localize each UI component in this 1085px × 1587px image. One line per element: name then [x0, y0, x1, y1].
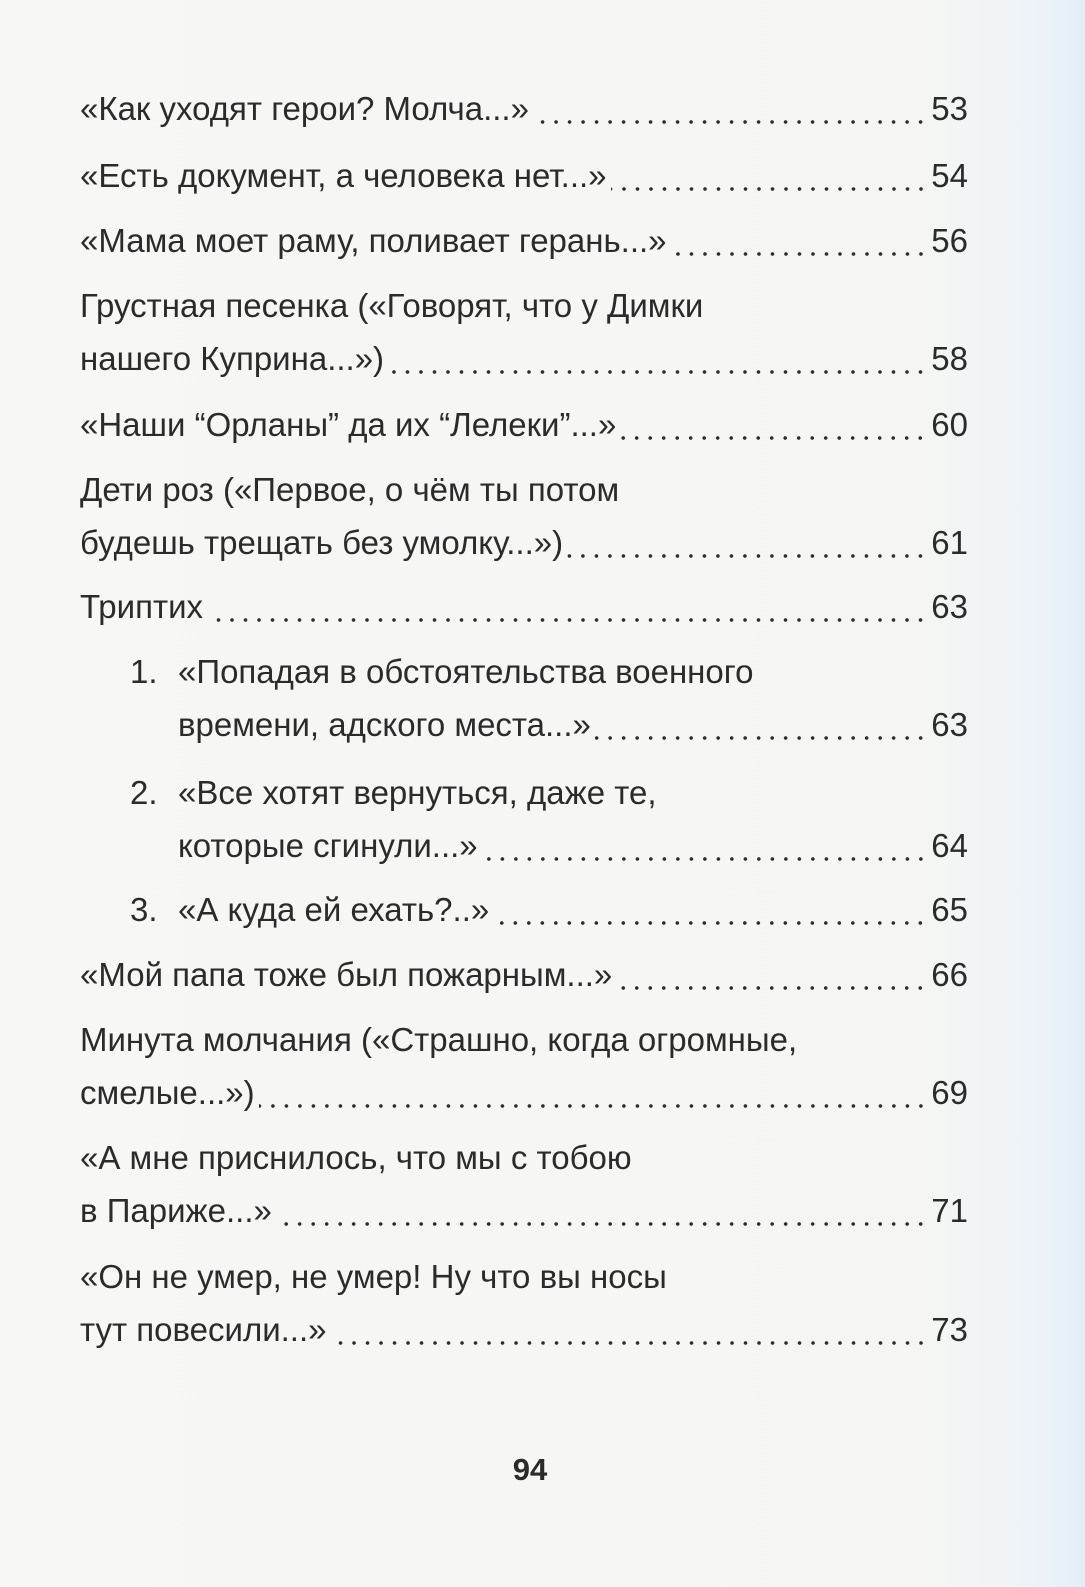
toc-title: Триптих	[80, 588, 204, 625]
toc-title: «А мне приснилось, что мы с тобою	[80, 1139, 632, 1176]
toc-entry	[80, 463, 968, 569]
page-number: 94	[512, 1452, 548, 1487]
toc-page-number: 61	[931, 524, 968, 561]
toc-entry	[130, 883, 968, 936]
toc-line	[80, 580, 968, 633]
toc-title: «Мой папа тоже был пожарным...»	[80, 956, 613, 993]
toc-line	[80, 1250, 968, 1303]
toc-entry	[80, 1013, 968, 1119]
dot-leader	[595, 698, 927, 751]
toc-page-number: 71	[931, 1192, 968, 1229]
toc-entry	[130, 766, 968, 872]
dot-leader	[207, 580, 927, 633]
dot-leader	[671, 214, 928, 267]
toc-line	[80, 82, 968, 135]
toc-page-number: 65	[931, 891, 968, 928]
toc-line	[80, 1013, 968, 1066]
toc-page-number: 63	[931, 706, 968, 743]
toc-entry	[80, 1250, 968, 1356]
toc-line	[130, 883, 968, 936]
toc-entry	[80, 82, 968, 135]
toc-title: тут повесили...»	[80, 1311, 327, 1348]
toc-title: Минута молчания («Страшно, когда огромные,	[80, 1021, 798, 1058]
toc-page-number: 56	[931, 222, 968, 259]
toc-page-number: 60	[931, 406, 968, 443]
dot-leader	[259, 1066, 928, 1119]
toc-line	[80, 1066, 968, 1119]
toc-line	[80, 332, 968, 385]
toc-page-number: 58	[931, 340, 968, 377]
toc-line	[130, 698, 968, 751]
toc-line	[130, 819, 968, 872]
toc-page-number: 63	[931, 588, 968, 625]
toc-line	[130, 766, 968, 819]
toc-title: времени, адского места...»	[178, 706, 591, 743]
toc-item-number: 3.	[130, 891, 158, 928]
dot-leader	[620, 398, 927, 451]
toc-page-number: 66	[931, 956, 968, 993]
toc-line	[80, 463, 968, 516]
dot-leader	[533, 82, 927, 135]
dot-leader	[616, 948, 927, 1001]
dot-leader	[567, 516, 927, 569]
dot-leader	[331, 1303, 928, 1356]
toc-page-number: 73	[931, 1311, 968, 1348]
toc-page-number: 54	[931, 157, 968, 194]
dot-leader	[388, 332, 927, 385]
toc-title: Грустная песенка («Говорят, что у Димки	[80, 287, 704, 324]
toc-title: Дети роз («Первое, о чём ты потом	[80, 471, 620, 508]
toc-title: «Есть документ, а человека нет...»	[80, 157, 607, 194]
toc-item-number: 2.	[130, 774, 158, 811]
toc-item-number	[130, 698, 178, 751]
toc-line	[80, 1131, 968, 1184]
toc-title: смелые...»)	[80, 1074, 255, 1111]
toc-title: «А куда ей ехать?..»	[178, 891, 490, 928]
toc-title: которые сгинули...»	[178, 827, 478, 864]
toc-entry	[80, 1131, 968, 1237]
toc-title: «Он не умер, не умер! Ну что вы носы	[80, 1258, 667, 1295]
toc-title: «Наши “Орланы” да их “Лелеки”...»	[80, 406, 617, 443]
toc-page-number: 53	[931, 90, 968, 127]
toc-entry	[80, 398, 968, 451]
toc-entry	[80, 149, 968, 202]
toc-line	[80, 1184, 968, 1237]
toc-title: «Все хотят вернуться, даже те,	[178, 774, 657, 811]
toc-entry	[80, 580, 968, 633]
toc-line	[80, 516, 968, 569]
toc-page-number: 64	[931, 827, 968, 864]
toc-line	[80, 279, 968, 332]
toc-title: «Как уходят герои? Молча...»	[80, 90, 529, 127]
dot-leader	[493, 883, 927, 936]
toc-line	[80, 398, 968, 451]
toc-title: «Мама моет раму, поливает герань...»	[80, 222, 667, 259]
toc-title: в Париже...»	[80, 1192, 272, 1229]
toc-title: «Попадая в обстоятельства военного	[178, 653, 754, 690]
toc-entry	[80, 279, 968, 385]
toc-entry	[130, 645, 968, 751]
toc-item-number	[130, 819, 178, 872]
toc-line	[80, 214, 968, 267]
toc-item-number: 1.	[130, 653, 158, 690]
toc-line	[80, 948, 968, 1001]
dot-leader	[276, 1184, 927, 1237]
toc-title: будешь трещать без умолку...»)	[80, 524, 564, 561]
toc-title: нашего Куприна...»)	[80, 340, 385, 377]
dot-leader	[482, 819, 928, 872]
toc-line	[80, 1303, 968, 1356]
toc-entry	[80, 214, 968, 267]
toc-page-number: 69	[931, 1074, 968, 1111]
toc-entry	[80, 948, 968, 1001]
dot-leader	[611, 149, 928, 202]
toc-line	[80, 149, 968, 202]
toc-line	[130, 645, 968, 698]
